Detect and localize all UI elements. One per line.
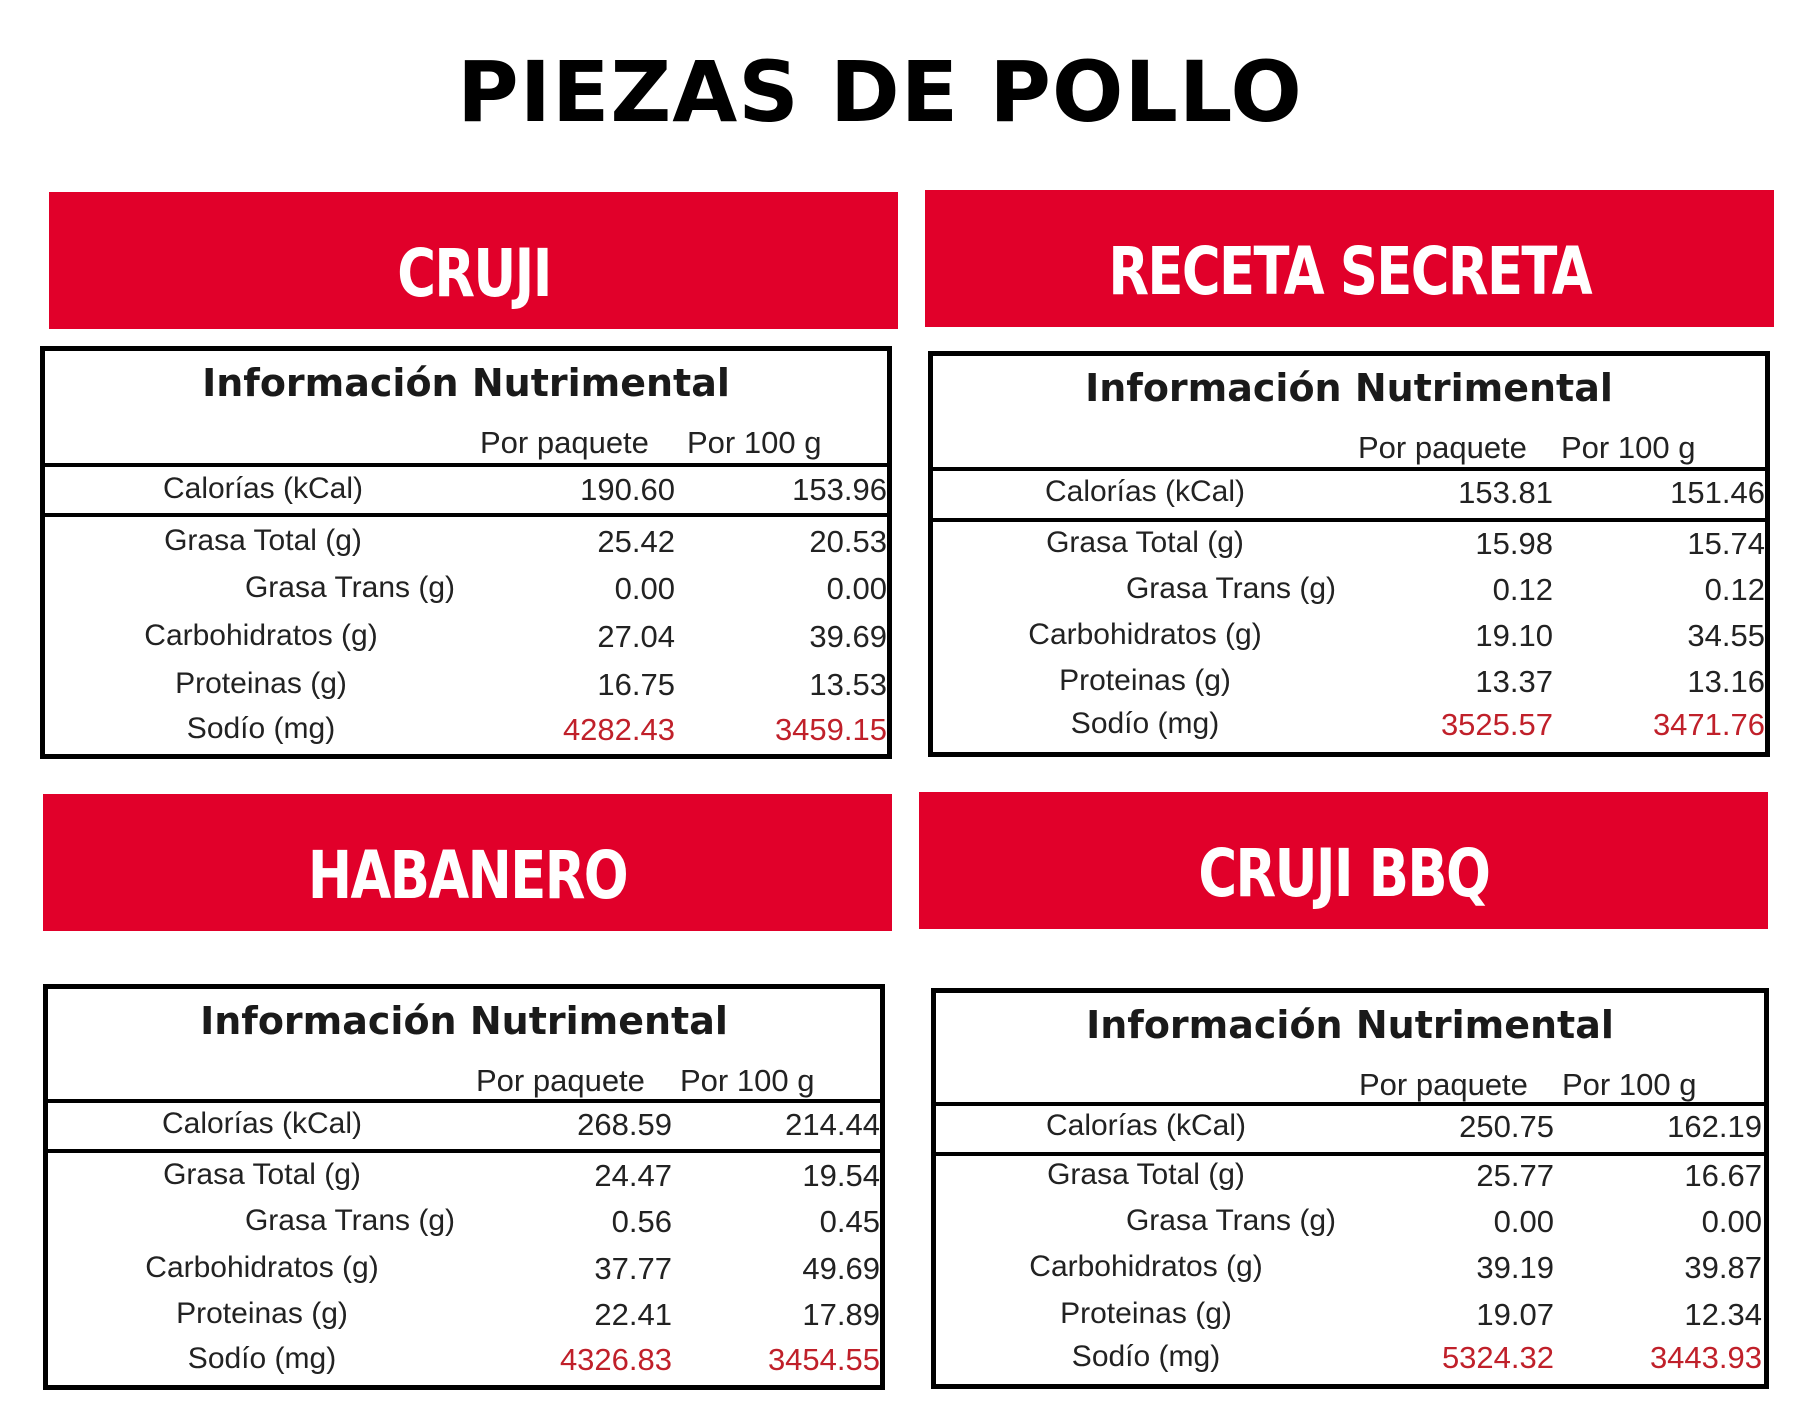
nutrient-label: Calorías (kCal) bbox=[1045, 1109, 1247, 1142]
value-per-100g: 20.53 bbox=[809, 524, 887, 559]
value-per-package: 25.77 bbox=[1476, 1158, 1554, 1193]
value-per-100g: 34.55 bbox=[1687, 618, 1765, 653]
header-divider bbox=[936, 1102, 1764, 1106]
header-divider bbox=[933, 467, 1765, 471]
product-name: HABANERO bbox=[307, 837, 628, 914]
value-per-package: 4326.83 bbox=[559, 1342, 672, 1377]
value-per-package: 0.00 bbox=[614, 571, 675, 606]
value-per-100g: 3459.15 bbox=[774, 712, 887, 747]
value-per-100g: 13.16 bbox=[1687, 664, 1765, 699]
value-per-package: 250.75 bbox=[1459, 1109, 1554, 1144]
value-per-package: 24.47 bbox=[594, 1158, 672, 1193]
value-per-package: 19.07 bbox=[1476, 1297, 1554, 1332]
value-per-package: 22.41 bbox=[594, 1297, 672, 1332]
nutrient-label: Grasa Total (g) bbox=[1046, 526, 1244, 559]
nutrient-label: Calorías (kCal) bbox=[1044, 475, 1246, 508]
column-header-per-100g: Por 100 g bbox=[680, 1063, 815, 1098]
nutrient-label: Grasa Total (g) bbox=[164, 524, 362, 557]
value-per-package: 4282.43 bbox=[562, 712, 675, 747]
value-per-package: 39.19 bbox=[1476, 1250, 1554, 1285]
nutrient-label: Proteinas (g) bbox=[175, 667, 347, 700]
value-per-100g: 3443.93 bbox=[1649, 1340, 1762, 1375]
value-per-package: 25.42 bbox=[597, 524, 675, 559]
nutrient-label: Calorías (kCal) bbox=[161, 1107, 363, 1140]
value-per-package: 0.12 bbox=[1492, 572, 1553, 607]
value-per-100g: 19.54 bbox=[802, 1158, 880, 1193]
column-header-per-100g: Por 100 g bbox=[687, 425, 822, 460]
value-per-100g: 3454.55 bbox=[767, 1342, 880, 1377]
value-per-100g: 16.67 bbox=[1684, 1158, 1762, 1193]
value-per-package: 16.75 bbox=[597, 667, 675, 702]
nutrient-label: Sodío (mg) bbox=[1070, 707, 1220, 740]
value-per-100g: 151.46 bbox=[1670, 475, 1765, 510]
nutrient-label: Proteinas (g) bbox=[1059, 664, 1231, 697]
page-title: PIEZAS DE POLLO bbox=[457, 43, 1303, 141]
value-per-100g: 153.96 bbox=[792, 472, 887, 507]
value-per-package: 190.60 bbox=[580, 472, 675, 507]
nutrient-label: Proteinas (g) bbox=[1060, 1297, 1232, 1330]
product-name: RECETA SECRETA bbox=[1108, 233, 1591, 310]
calories-divider bbox=[936, 1152, 1764, 1156]
panel-heading: Información Nutrimental bbox=[202, 361, 730, 405]
nutrient-label: Grasa Total (g) bbox=[163, 1158, 361, 1191]
value-per-package: 19.10 bbox=[1475, 618, 1553, 653]
value-per-package: 15.98 bbox=[1475, 526, 1553, 561]
nutrition-panel bbox=[928, 351, 1770, 757]
value-per-package: 268.59 bbox=[577, 1107, 672, 1142]
product-name: CRUJI bbox=[396, 235, 551, 312]
product-banner bbox=[925, 190, 1774, 327]
column-header-per-package: Por paquete bbox=[480, 425, 649, 460]
nutrient-label: Carbohidratos (g) bbox=[145, 1251, 379, 1284]
value-per-100g: 17.89 bbox=[802, 1297, 880, 1332]
value-per-100g: 12.34 bbox=[1684, 1297, 1762, 1332]
panel-heading: Información Nutrimental bbox=[1086, 1003, 1614, 1047]
product-banner bbox=[43, 794, 892, 931]
product-banner bbox=[919, 792, 1768, 929]
value-per-100g: 13.53 bbox=[809, 667, 887, 702]
column-header-per-package: Por paquete bbox=[1358, 430, 1527, 465]
value-per-package: 0.00 bbox=[1493, 1204, 1554, 1239]
column-header-per-package: Por paquete bbox=[1359, 1067, 1528, 1102]
value-per-package: 0.56 bbox=[611, 1204, 672, 1239]
nutrient-label: Carbohidratos (g) bbox=[1028, 618, 1262, 651]
calories-divider bbox=[933, 518, 1765, 522]
value-per-package: 13.37 bbox=[1475, 664, 1553, 699]
value-per-package: 3525.57 bbox=[1440, 707, 1553, 742]
column-header-per-package: Por paquete bbox=[476, 1063, 645, 1098]
nutrient-label: Carbohidratos (g) bbox=[144, 619, 378, 652]
value-per-100g: 0.45 bbox=[819, 1204, 880, 1239]
column-header-per-100g: Por 100 g bbox=[1562, 1067, 1697, 1102]
header-divider bbox=[45, 463, 887, 467]
value-per-100g: 15.74 bbox=[1687, 526, 1765, 561]
calories-divider bbox=[48, 1149, 880, 1153]
value-per-package: 27.04 bbox=[597, 619, 675, 654]
value-per-package: 5324.32 bbox=[1441, 1340, 1554, 1375]
value-per-100g: 39.69 bbox=[809, 619, 887, 654]
value-per-100g: 3471.76 bbox=[1652, 707, 1765, 742]
panel-heading: Información Nutrimental bbox=[200, 999, 728, 1043]
nutrient-label: Grasa Trans (g) bbox=[244, 1204, 456, 1237]
product-banner bbox=[49, 192, 898, 329]
nutrient-label: Proteinas (g) bbox=[176, 1297, 348, 1330]
nutrient-label: Grasa Trans (g) bbox=[1125, 1204, 1337, 1237]
value-per-100g: 0.00 bbox=[826, 571, 887, 606]
nutrient-label: Sodío (mg) bbox=[186, 712, 336, 745]
calories-divider bbox=[45, 513, 887, 517]
nutrition-panel bbox=[43, 984, 885, 1390]
value-per-100g: 162.19 bbox=[1667, 1109, 1762, 1144]
nutrient-label: Grasa Trans (g) bbox=[1125, 572, 1337, 605]
nutrition-panel bbox=[931, 988, 1769, 1389]
value-per-100g: 214.44 bbox=[785, 1107, 880, 1142]
value-per-package: 153.81 bbox=[1458, 475, 1553, 510]
nutrient-label: Grasa Trans (g) bbox=[244, 571, 456, 604]
nutrient-label: Grasa Total (g) bbox=[1047, 1158, 1245, 1191]
nutrition-panel bbox=[40, 346, 892, 759]
nutrient-label: Sodío (mg) bbox=[187, 1342, 337, 1375]
nutrient-label: Calorías (kCal) bbox=[162, 472, 364, 505]
header-divider bbox=[48, 1099, 880, 1103]
value-per-100g: 0.00 bbox=[1701, 1204, 1762, 1239]
column-header-per-100g: Por 100 g bbox=[1561, 430, 1696, 465]
value-per-100g: 49.69 bbox=[802, 1251, 880, 1286]
product-name: CRUJI BBQ bbox=[1198, 835, 1489, 912]
nutrient-label: Sodío (mg) bbox=[1071, 1340, 1221, 1373]
value-per-package: 37.77 bbox=[594, 1251, 672, 1286]
value-per-100g: 0.12 bbox=[1704, 572, 1765, 607]
nutrient-label: Carbohidratos (g) bbox=[1029, 1250, 1263, 1283]
value-per-100g: 39.87 bbox=[1684, 1250, 1762, 1285]
panel-heading: Información Nutrimental bbox=[1085, 366, 1613, 410]
